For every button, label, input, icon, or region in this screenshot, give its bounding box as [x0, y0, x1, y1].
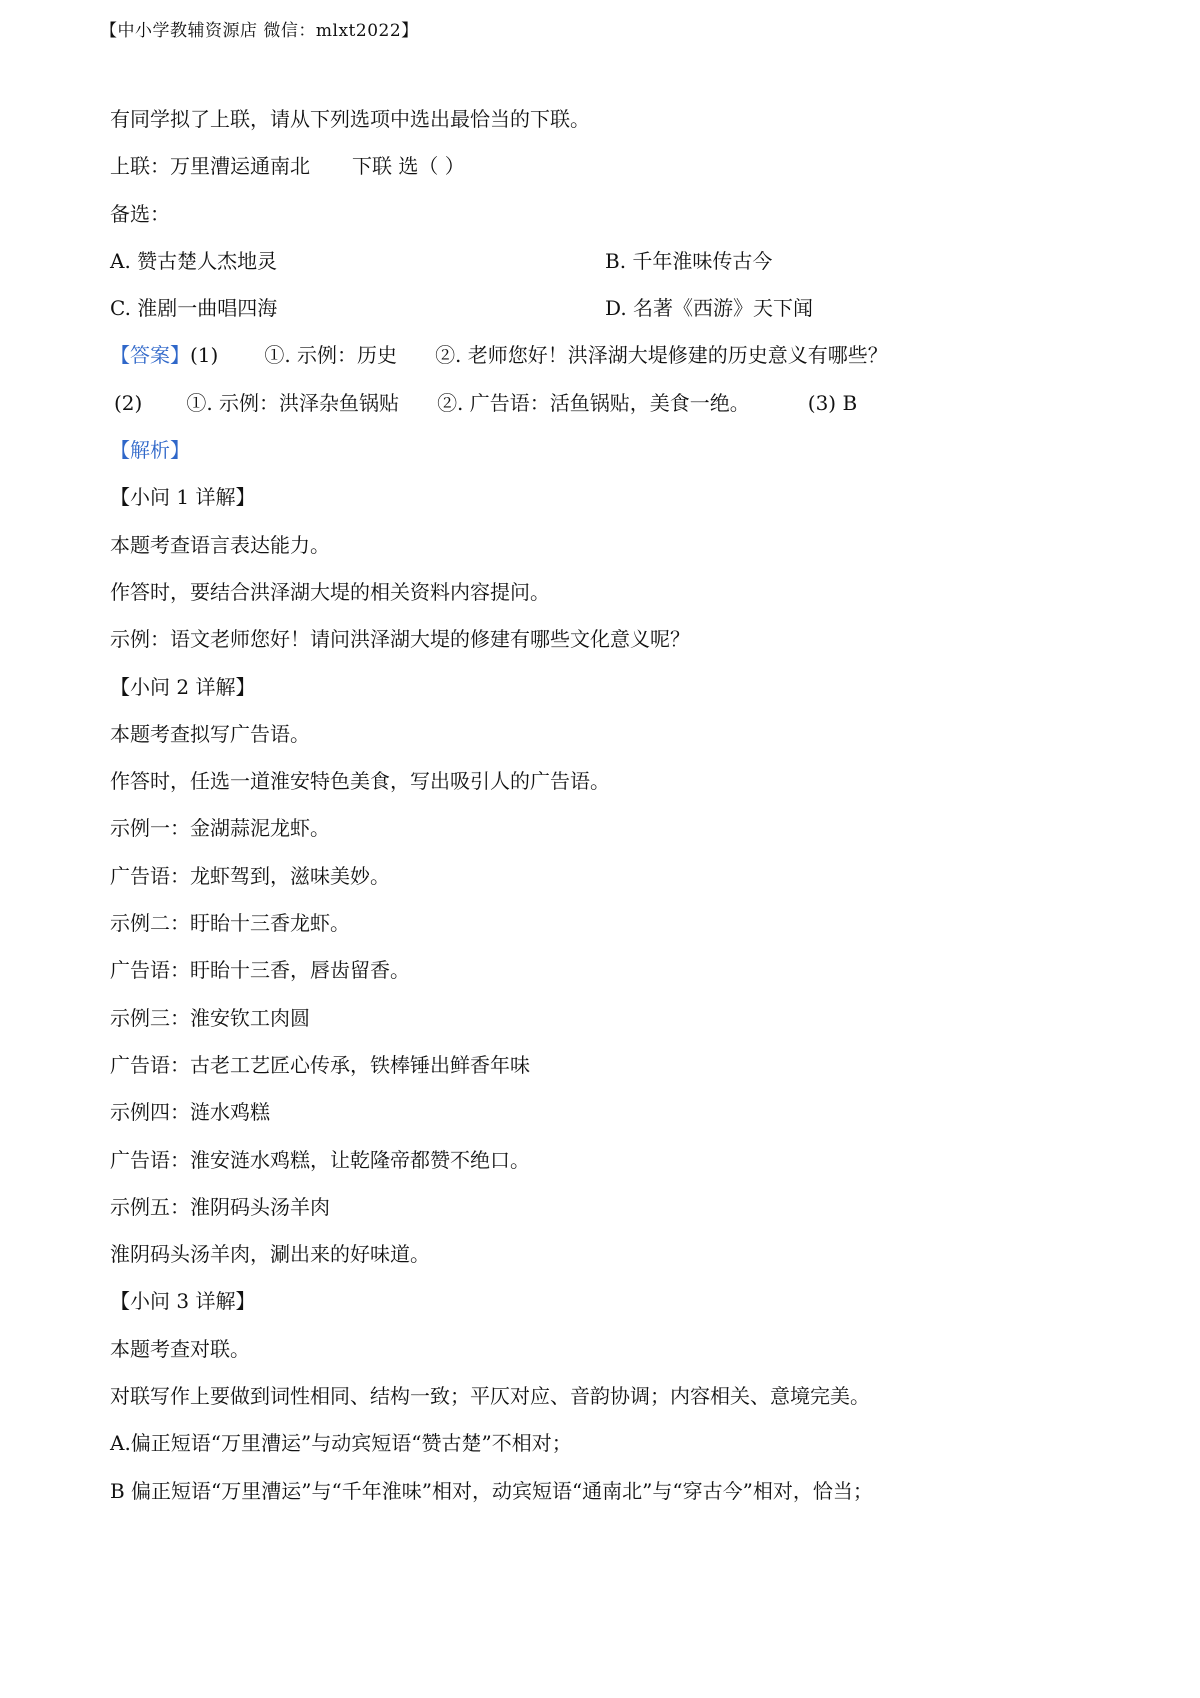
- analysis-line: 作答时，任选一道淮安特色美食，写出吸引人的广告语。: [110, 769, 610, 794]
- analysis-line: 【小问 3 详解】: [110, 1289, 256, 1314]
- analysis-line: 广告语：古老工艺匠心传承，铁棒锤出鲜香年味: [110, 1052, 530, 1077]
- answer-line-2: [110, 380, 1110, 427]
- analysis-line: 示例五：淮阴码头汤羊肉: [110, 1194, 330, 1219]
- option-a: A. 赞古楚人杰地灵: [110, 248, 278, 273]
- document-body: [110, 96, 1110, 1515]
- analysis-line: 本题考查语言表达能力。: [110, 532, 330, 557]
- analysis-line: 广告语：淮安涟水鸡糕，让乾隆帝都赞不绝口。: [110, 1147, 530, 1172]
- answer-1-part-2: ②. 老师您好！洪泽湖大堤修建的历史意义有哪些？: [435, 343, 888, 368]
- analysis-line: 本题考查拟写广告语。: [110, 721, 310, 746]
- page-header: 【中小学教辅资源店 微信：mlxt2022】: [100, 21, 419, 41]
- answer-line-1: [110, 332, 1110, 379]
- analysis-line: 淮阴码头汤羊肉，涮出来的好味道。: [110, 1242, 430, 1267]
- analysis-line: 示例：语文老师您好！请问洪泽湖大堤的修建有哪些文化意义呢？: [110, 627, 690, 652]
- answer-3: (3) B: [807, 390, 858, 415]
- answer-2-part-1: ①. 示例：洪泽杂鱼锅贴: [186, 390, 400, 415]
- analysis-line: 本题考查对联。: [110, 1336, 250, 1361]
- analysis-line: 示例一：金湖蒜泥龙虾。: [110, 816, 330, 841]
- couplet-line: [110, 143, 1110, 190]
- answer-2-number: (2): [114, 390, 143, 415]
- analysis-tag: 【解析】: [110, 438, 190, 463]
- analysis-line: 广告语：盱眙十三香，唇齿留香。: [110, 958, 410, 983]
- analysis-line: 作答时，要结合洪泽湖大堤的相关资料内容提问。: [110, 579, 550, 604]
- analysis-line: B 偏正短语“万里漕运”与“千年淮味”相对，动宾短语“通南北”与“穿古今”相对，恰当；: [110, 1478, 873, 1503]
- analysis-line: 对联写作上要做到词性相同、结构一致；平仄对应、音韵协调；内容相关、意境完美。: [110, 1384, 870, 1409]
- answer-tag: 【答案】: [110, 343, 190, 368]
- analysis-line: 【小问 2 详解】: [110, 674, 256, 699]
- answer-1-number: (1): [190, 343, 219, 368]
- analysis-line: 广告语：龙虾驾到，滋味美妙。: [110, 863, 390, 888]
- options-row-1: [110, 238, 1110, 285]
- analysis-line: A.偏正短语“万里漕运”与动宾短语“赞古楚”不相对；: [110, 1431, 572, 1456]
- answer-2-part-2: ②. 广告语：活鱼锅贴，美食一绝。: [437, 390, 750, 415]
- analysis-line: 【小问 1 详解】: [110, 485, 256, 510]
- question-instruction: 有同学拟了上联，请从下列选项中选出最恰当的下联。: [110, 107, 590, 131]
- upper-couplet: 上联：万里漕运通南北: [110, 154, 310, 179]
- options-label: 备选：: [110, 201, 170, 226]
- option-b: B. 千年淮味传古今: [605, 248, 773, 273]
- lower-couplet-blank: 下联 选（ ）: [352, 154, 465, 179]
- option-c: C. 淮剧一曲唱四海: [110, 296, 278, 321]
- analysis-line: 示例四：涟水鸡糕: [110, 1100, 270, 1125]
- options-row-2: [110, 285, 1110, 332]
- analysis-line: 示例二：盱眙十三香龙虾。: [110, 911, 350, 936]
- answer-1-part-1: ①. 示例：历史: [264, 343, 398, 368]
- option-d: D. 名著《西游》天下闻: [605, 296, 814, 321]
- analysis-line: 示例三：淮安钦工肉圆: [110, 1005, 310, 1030]
